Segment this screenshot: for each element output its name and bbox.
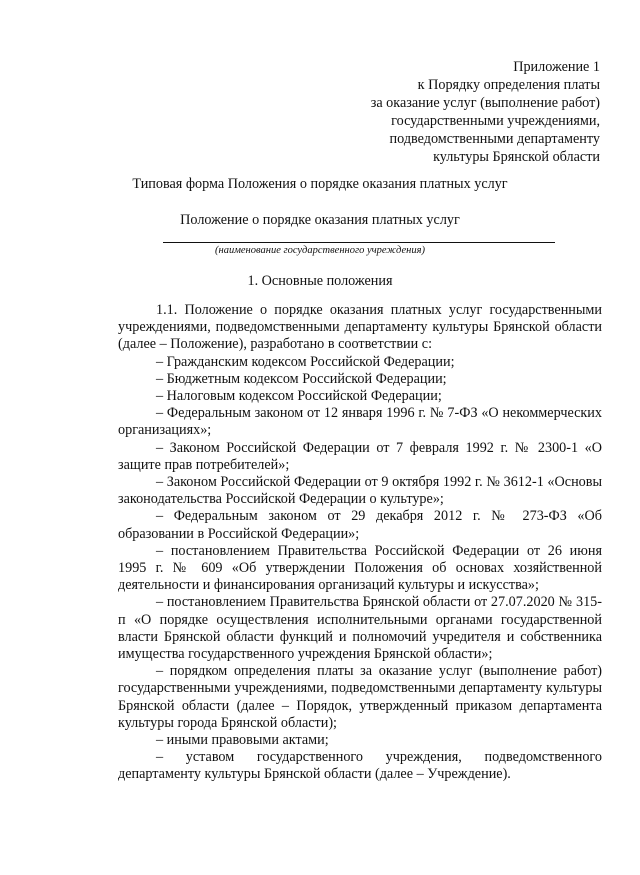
list-item: – Законом Российской Федерации от 9 октября 1992 г. № 3612-1 «Основы законодательства Российской Федерации о культуре»; xyxy=(118,474,602,508)
paragraph: 1.1. Положение о порядке оказания платных услуг государственными учреждениями, подведомственными департаменту культуры Брянской области (далее – Положение), разработано в соответствии с: xyxy=(118,302,602,353)
annex-line: Приложение 1 xyxy=(513,59,600,75)
annex-line: за оказание услуг (выполнение работ) xyxy=(370,95,600,111)
document-title: Положение о порядке оказания платных услуг xyxy=(180,212,460,228)
list-item: – Гражданским кодексом Российской Федерации; xyxy=(156,353,455,370)
annex-header xyxy=(300,58,600,166)
list-item: – уставом государственного учреждения, подведомственного департаменту культуры Брянской области (далее – Учреждение). xyxy=(118,749,602,783)
list-item: – постановлением Правительства Брянской области от 27.07.2020 № 315-п «О порядке осуществления исполнительными органами государственной власти Брянской области функций и полномочий учредителя и собственника имущества государственного учреждения Брянской области»; xyxy=(118,594,602,663)
list-item: – Федеральным законом от 29 декабря 2012 г. № 273-ФЗ «Об образовании в Российской Федерации»; xyxy=(118,508,602,542)
institution-name-line xyxy=(163,242,555,243)
list-item: – Бюджетным кодексом Российской Федерации; xyxy=(156,370,447,387)
institution-name-caption: (наименование государственного учреждения) xyxy=(214,245,425,256)
annex-line: культуры Брянской области xyxy=(433,149,600,165)
annex-line: к Порядку определения платы xyxy=(417,77,600,93)
annex-line: подведомственными департаменту xyxy=(389,131,600,147)
list-item: – иными правовыми актами; xyxy=(156,732,329,749)
document-body xyxy=(118,302,602,784)
list-item: – постановлением Правительства Российской Федерации от 26 июня 1995 г. № 609 «Об утверждении Положения об основах хозяйственной деятельности и финансирования организаций культуры и искусства»; xyxy=(118,542,602,594)
list-item: – Налоговым кодексом Российской Федерации; xyxy=(156,388,442,405)
list-item: – порядком определения платы за оказание услуг (выполнение работ) государственными учреждениями, подведомственными департаменту культуры Брянской области (далее – Порядок, утвержденный приказом департамента культуры города Брянской области); xyxy=(118,663,602,731)
list-item: – Федеральным законом от 12 января 1996 г. № 7-ФЗ «О некоммерческих организациях»; xyxy=(118,405,602,439)
annex-line: государственными учреждениями, xyxy=(391,113,600,129)
section-heading: 1. Основные положения xyxy=(247,273,393,289)
list-item: – Законом Российской Федерации от 7 февраля 1992 г. № 2300-1 «О защите прав потребителей»; xyxy=(118,439,602,473)
form-title: Типовая форма Положения о порядке оказания платных услуг xyxy=(132,176,508,192)
